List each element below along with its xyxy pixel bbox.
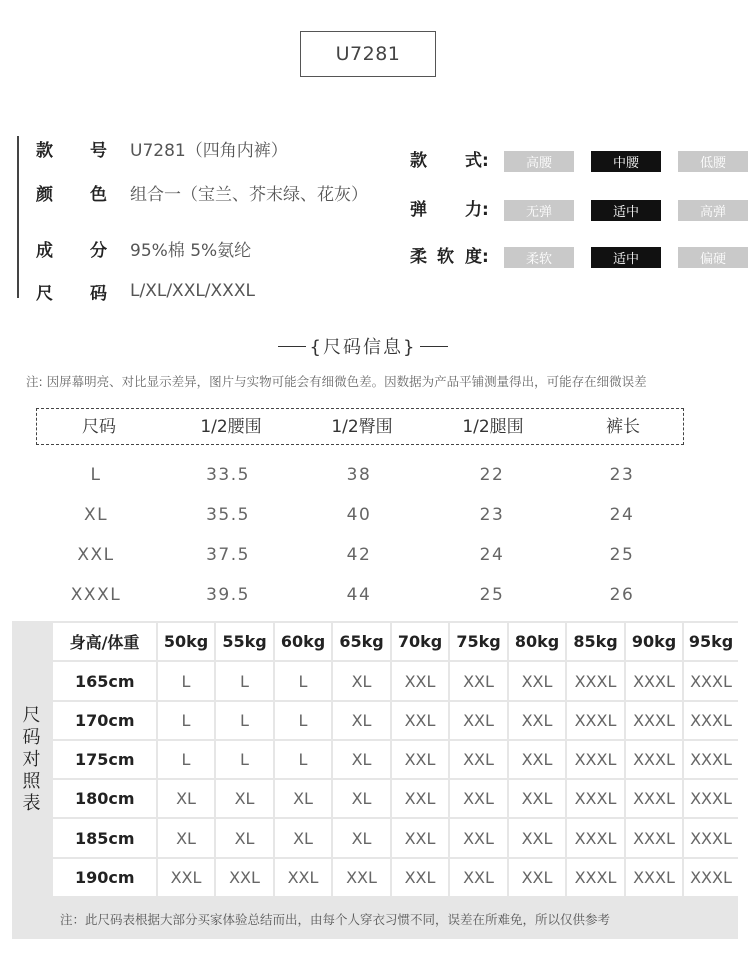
height-header-cell: 175cm <box>53 741 156 778</box>
size-chart-cell: L <box>275 702 331 739</box>
weight-header-cell: 80kg <box>509 623 565 660</box>
size-chart-cell: XL <box>333 819 390 857</box>
info-value: L/XL/XXL/XXXL <box>130 281 255 301</box>
header-cell: 尺码 <box>82 417 116 437</box>
size-chart-cell: XXL <box>392 662 448 700</box>
size-chart-cell: XXL <box>450 819 507 857</box>
size-chart-cell: XXL <box>509 662 565 700</box>
size-chart-cell: XXXL <box>567 662 624 700</box>
header-cell: 裤长 <box>606 417 640 437</box>
attr-row-softness <box>410 245 750 269</box>
size-chart-side-label: 尺 码 对 照 表 <box>22 705 41 814</box>
size-chart-cell: XXL <box>275 859 331 896</box>
info-row-sizes: 尺 码 L/XL/XXL/XXXL <box>36 281 255 304</box>
attr-row-waist <box>410 149 750 173</box>
height-header-cell: 185cm <box>53 819 156 857</box>
weight-header-cell: 90kg <box>626 623 682 660</box>
section-title-text: {尺码信息} <box>309 337 417 358</box>
size-chart-cell: XXL <box>216 859 273 896</box>
size-chart-cell: XL <box>333 662 390 700</box>
weight-header-cell: 60kg <box>275 623 331 660</box>
size-table-cell: XL <box>83 505 109 525</box>
size-table-cell: XXL <box>77 545 115 565</box>
size-chart-cell: XXXL <box>626 741 682 778</box>
weight-header-cell: 75kg <box>450 623 507 660</box>
size-chart-cell: XXL <box>450 741 507 778</box>
size-chart-cell: XL <box>333 780 390 817</box>
size-chart-cell: XL <box>216 819 273 857</box>
size-chart-cell: XXXL <box>684 780 738 817</box>
height-header-cell: 165cm <box>53 662 156 700</box>
height-header-cell: 190cm <box>53 859 156 896</box>
size-chart-cell: XXL <box>392 702 448 739</box>
disclaimer-note: 注: 因屏幕明亮、对比显示差异，图片与实物可能会有细微色差。因数据为产品平铺测量得出，可能存在细微误差 <box>26 374 647 389</box>
attr-option: 偏硬 <box>678 247 748 268</box>
size-table-cell: 42 <box>346 545 372 565</box>
size-table-cell: 24 <box>479 545 505 565</box>
info-row-material: 成 分 95%棉 5%氨纶 <box>36 236 251 260</box>
size-chart-cell: XXL <box>509 859 565 896</box>
size-chart-cell: XXL <box>392 859 448 896</box>
section-title <box>270 333 456 359</box>
size-chart-cell: XXXL <box>626 662 682 700</box>
size-table-cell: 35.5 <box>206 505 250 525</box>
size-table-cell: 25 <box>479 585 505 605</box>
size-table-cell: 37.5 <box>206 545 250 565</box>
attr-option: 高弹 <box>678 200 748 221</box>
chart-corner-cell: 身高/体重 <box>53 623 156 660</box>
size-chart-cell: XXXL <box>626 702 682 739</box>
size-chart-cell: XXL <box>450 702 507 739</box>
attr-option: 低腰 <box>678 151 748 172</box>
weight-header-cell: 85kg <box>567 623 624 660</box>
size-chart-cell: L <box>216 662 273 700</box>
size-chart-cell: L <box>216 741 273 778</box>
size-chart-cell: L <box>275 662 331 700</box>
size-chart-cell: XXL <box>509 819 565 857</box>
size-chart-cell: L <box>158 702 214 739</box>
weight-header-cell: 70kg <box>392 623 448 660</box>
size-chart-cell: XL <box>158 819 214 857</box>
weight-header-cell: 65kg <box>333 623 390 660</box>
size-table-cell: 23 <box>609 465 635 485</box>
size-chart-cell: XXL <box>450 859 507 896</box>
size-chart-cell: XXXL <box>626 780 682 817</box>
header-cell: 1/2腰围 <box>200 417 262 437</box>
size-chart-cell: XXL <box>509 702 565 739</box>
size-chart-cell: XXXL <box>684 662 738 700</box>
size-chart-cell: XXXL <box>567 819 624 857</box>
size-table-cell: 39.5 <box>206 585 250 605</box>
size-chart-cell: L <box>158 741 214 778</box>
size-chart-cell: XXXL <box>567 780 624 817</box>
size-table-cell: 23 <box>479 505 505 525</box>
title-divider-left <box>278 346 306 347</box>
attr-option: 高腰 <box>504 151 574 172</box>
model-number-box: U7281 <box>300 31 436 77</box>
size-table-header <box>36 408 684 445</box>
info-value: 95%棉 5%氨纶 <box>130 240 252 261</box>
size-table-cell: 22 <box>479 465 505 485</box>
size-table-cell: 25 <box>609 545 635 565</box>
size-chart-cell: XXXL <box>684 859 738 896</box>
attr-option-selected: 中腰 <box>591 151 661 172</box>
attr-label: 柔 软 度: <box>410 247 489 267</box>
size-chart-cell: XXL <box>509 780 565 817</box>
size-table-cell: 24 <box>609 505 635 525</box>
attr-option: 柔软 <box>504 247 574 268</box>
size-table-cell: L <box>90 465 102 485</box>
attr-label: 款 式: <box>410 151 489 171</box>
size-chart-cell: XXL <box>450 662 507 700</box>
size-table-cell: 38 <box>346 465 372 485</box>
height-header-cell: 170cm <box>53 702 156 739</box>
size-chart-cell: XXXL <box>626 859 682 896</box>
size-chart-cell: XXL <box>392 780 448 817</box>
size-chart-cell: XL <box>333 702 390 739</box>
attr-option-selected: 适中 <box>591 200 661 221</box>
size-chart-cell: XXXL <box>567 859 624 896</box>
attr-row-elasticity <box>410 198 750 222</box>
weight-header-cell: 55kg <box>216 623 273 660</box>
weight-header-cell: 50kg <box>158 623 214 660</box>
info-row-color: 颜 色 组合一（宝兰、芥末绿、花灰） <box>36 180 368 204</box>
size-chart-cell: XXXL <box>684 702 738 739</box>
size-chart-cell: XL <box>216 780 273 817</box>
size-chart-cell: XL <box>333 741 390 778</box>
size-chart-cell: XXXL <box>684 741 738 778</box>
header-cell: 1/2臀围 <box>331 417 393 437</box>
size-table-cell: XXXL <box>70 585 122 605</box>
size-chart-cell: XXL <box>392 819 448 857</box>
size-chart-cell: XL <box>275 819 331 857</box>
size-table-cell: 26 <box>609 585 635 605</box>
info-value: 组合一（宝兰、芥末绿、花灰） <box>130 184 368 205</box>
size-table-cell: 44 <box>346 585 372 605</box>
size-chart-cell: XXL <box>450 780 507 817</box>
size-chart-cell: XXXL <box>567 702 624 739</box>
info-row-style-number: 款 号 U7281（四角内裤） <box>36 136 288 160</box>
size-chart-cell: L <box>275 741 331 778</box>
size-table-cell: 33.5 <box>206 465 250 485</box>
header-cell: 1/2腿围 <box>462 417 524 437</box>
info-value: U7281（四角内裤） <box>130 140 288 161</box>
attr-option-selected: 适中 <box>591 247 661 268</box>
height-header-cell: 180cm <box>53 780 156 817</box>
weight-header-cell: 95kg <box>684 623 738 660</box>
attr-label: 弹 力: <box>410 200 489 220</box>
size-chart-cell: XXXL <box>567 741 624 778</box>
size-chart-cell: XXL <box>509 741 565 778</box>
size-chart-cell: XL <box>275 780 331 817</box>
size-chart-cell: XXXL <box>684 819 738 857</box>
info-accent-bar <box>17 136 19 298</box>
title-divider-right <box>420 346 448 347</box>
size-chart-cell: XXL <box>158 859 214 896</box>
size-chart-cell: XXL <box>333 859 390 896</box>
size-chart-cell: L <box>158 662 214 700</box>
size-table-cell: 40 <box>346 505 372 525</box>
size-chart-cell: XL <box>158 780 214 817</box>
size-chart-cell: XXL <box>392 741 448 778</box>
attr-option: 无弹 <box>504 200 574 221</box>
size-chart-cell: XXXL <box>626 819 682 857</box>
size-chart-cell: L <box>216 702 273 739</box>
chart-footnote: 注：此尺码表根据大部分买家体验总结而出，由每个人穿衣习惯不同，误差在所难免，所以仅供参考 <box>60 912 611 927</box>
